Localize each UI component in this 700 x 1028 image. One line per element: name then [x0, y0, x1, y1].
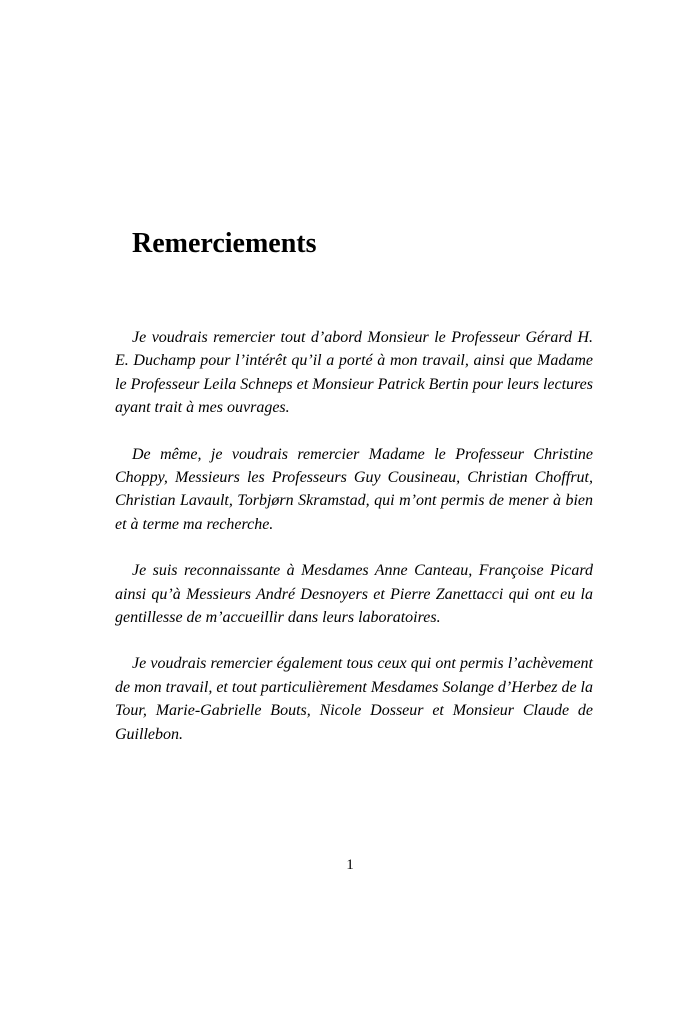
- paragraph-1: Je voudrais remercier tout d’abord Monsieur le Professeur Gérard H. E. Duchamp pour l’intérêt qu’il a porté à mon travail, ainsi que Madame le Professeur Leila Schneps et Monsieur Patrick Bertin pour leurs lectures ayant trait à mes ouvrages.: [115, 329, 593, 417]
- paragraph-2: De même, je voudrais remercier Madame le Professeur Christine Choppy, Messieurs les Professeurs Guy Cousineau, Christian Choffrut, Christian Lavault, Torbjørn Skramstad, qui m’ont permis de mener à bien et à terme ma recherche.: [115, 445, 593, 533]
- page-title: Remerciements: [132, 228, 317, 259]
- acknowledgements-body: [115, 326, 593, 769]
- paragraph-3: Je suis reconnaissante à Mesdames Anne Canteau, Françoise Picard ainsi qu’à Messieurs André Desnoyers et Pierre Zanettacci qui ont eu la gentillesse de m’accueillir dans leurs laboratoires.: [115, 562, 593, 627]
- page-number: 1: [346, 857, 354, 873]
- paragraph-4: Je voudrais remercier également tous ceux qui ont permis l’achèvement de mon travail, et tout particulièrement Mesdames Solange d’Herbez de la Tour, Marie-Gabrielle Bouts, Nicole Dosseur et Monsieur Claude de Guillebon.: [115, 655, 593, 743]
